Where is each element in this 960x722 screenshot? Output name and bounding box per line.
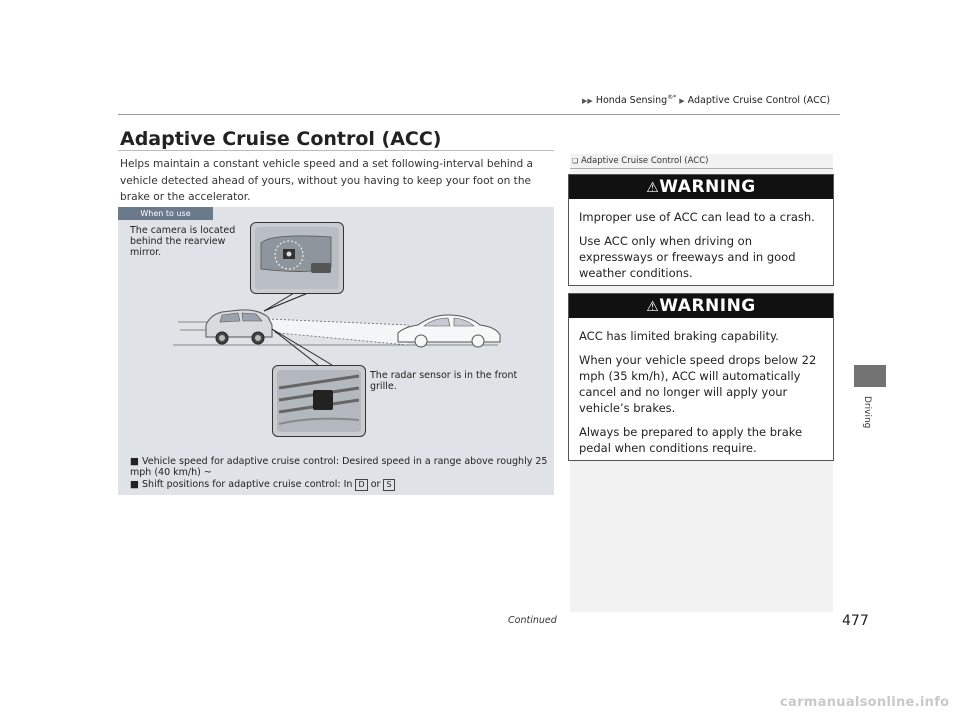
sidebar-title-text: Adaptive Cruise Control (ACC) <box>580 156 709 166</box>
watermark: carmanualsonline.info <box>780 695 950 710</box>
warning-box-1 <box>568 174 834 286</box>
breadcrumb-arrow-icon: ▶ <box>679 97 685 106</box>
shift-key-s: S <box>383 479 394 491</box>
page-title: Adaptive Cruise Control (ACC) <box>120 128 442 150</box>
warning-2-text-1: ACC has limited braking capability. <box>579 329 779 343</box>
warning-triangle-icon: ⚠ <box>646 180 660 196</box>
camera-inset-image <box>250 222 344 294</box>
header-divider <box>118 114 840 115</box>
camera-label: The camera is located behind the rearview mirror. <box>130 225 236 258</box>
warning-heading <box>569 175 833 199</box>
own-vehicle-icon <box>206 310 272 344</box>
or-text: or <box>370 479 381 490</box>
condition-shift-text: Shift positions for adaptive cruise control: In <box>142 479 353 490</box>
sidebar-title <box>572 156 708 166</box>
warning-heading <box>569 294 833 318</box>
warning-2-text-3: Always be prepared to apply the brake pedal when conditions require. <box>579 425 803 455</box>
condition-speed <box>130 456 550 478</box>
intro-paragraph: Helps maintain a constant vehicle speed and a set following-interval behind a vehicle detected ahead of yours, without you having to keep your foot on the brake or the accelerator. <box>120 158 534 203</box>
warning-heading-text: WARNING <box>659 177 756 197</box>
registered-mark: ®* <box>667 94 677 101</box>
figure-tab: When to use <box>118 207 213 220</box>
bullet-square-icon: ■ <box>130 456 139 467</box>
warning-triangle-icon: ⚠ <box>646 299 660 315</box>
camera-icon <box>251 223 343 293</box>
shift-key-d: D <box>355 479 367 491</box>
section-tab-label-wrap <box>862 396 878 436</box>
warning-1-text-1: Improper use of ACC can lead to a crash. <box>579 210 815 224</box>
bullet-square-icon: ■ <box>130 479 139 490</box>
continued-label: Continued <box>508 615 557 626</box>
breadcrumb-item-honda-sensing[interactable]: Honda Sensing <box>595 95 668 107</box>
title-divider <box>118 150 554 151</box>
breadcrumb-item-acc[interactable]: Adaptive Cruise Control (ACC) <box>687 95 831 107</box>
page-number: 477 <box>842 613 869 629</box>
radar-inset-image <box>272 365 366 437</box>
breadcrumb-arrow-icon: ▶▶ <box>582 97 593 106</box>
warning-1-text-2: Use ACC only when driving on expressways or freeways and in good weather conditions. <box>579 234 796 280</box>
lead-vehicle-icon <box>398 315 500 347</box>
radar-beam <box>268 319 408 345</box>
warning-heading-text: WARNING <box>659 296 756 316</box>
condition-shift <box>130 479 550 491</box>
radar-label: The radar sensor is in the front grille. <box>370 370 518 392</box>
warning-box-2 <box>568 293 834 461</box>
sidebar-divider <box>570 168 833 169</box>
section-tab-marker[interactable] <box>854 365 886 387</box>
section-tab-label[interactable]: Driving <box>862 396 872 429</box>
breadcrumb <box>582 94 830 106</box>
condition-speed-text: Vehicle speed for adaptive cruise control: Desired speed in a range above roughly 25 mph (40 km/h) ~ <box>130 456 548 478</box>
reference-icon: ❏ <box>572 157 579 165</box>
radar-sensor-icon <box>273 366 365 436</box>
warning-2-text-2: When your vehicle speed drops below 22 mph (35 km/h), ACC will automatically cancel and no longer will apply your vehicle’s brakes. <box>579 353 817 415</box>
